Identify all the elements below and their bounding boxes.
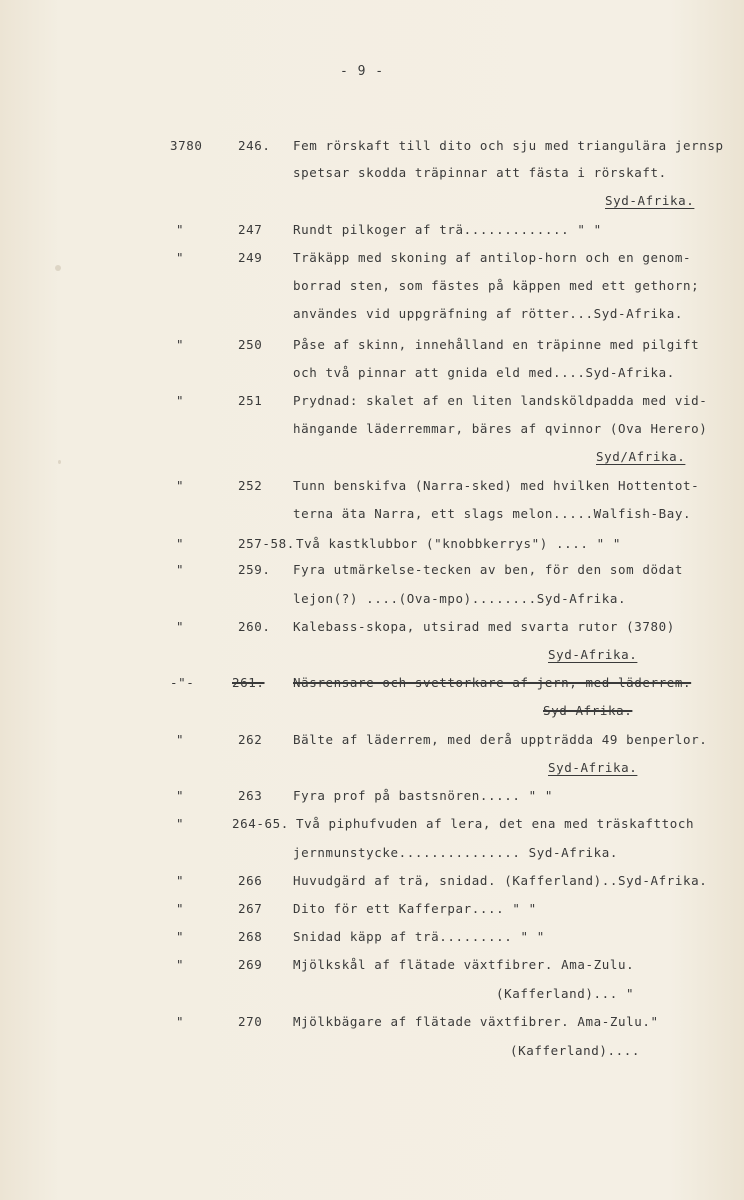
entry-number: 251 — [238, 393, 263, 408]
entry-number: 250 — [238, 337, 263, 352]
page-number: - 9 - — [340, 64, 385, 79]
entry-text: Mjölkskål af flätade växtfibrer. Ama-Zulu. — [293, 957, 635, 972]
entry-text: jernmunstycke............... Syd-Afrika. — [293, 845, 619, 860]
entry-text: Fem rörskaft till dito och sju med triangulära jernsp — [293, 138, 724, 153]
ditto-mark: " — [176, 788, 185, 803]
entry-text: lejon(?) ....(Ova-mpo)........Syd-Afrika. — [293, 591, 627, 606]
entry-text: Rundt pilkoger af trä............. " " — [293, 222, 602, 237]
entry-text: Dito för ett Kafferpar.... " " — [293, 901, 537, 916]
ditto-mark: " — [176, 929, 185, 944]
entry-text: Träkäpp med skoning af antilop-horn och en genom- — [293, 250, 692, 265]
entry-text: och två pinnar att gnida eld med....Syd-Afrika. — [293, 365, 675, 380]
ditto-mark: " — [176, 250, 185, 265]
ditto-mark: " — [176, 337, 185, 352]
entry-text: terna äta Narra, ett slags melon.....Walfish-Bay. — [293, 506, 692, 521]
entry-text: Snidad käpp af trä......... " " — [293, 929, 545, 944]
entry-number: 260. — [238, 619, 271, 634]
ditto-mark: " — [176, 901, 185, 916]
ditto-mark: " — [176, 619, 185, 634]
entry-text: Bälte af läderrem, med derå uppträdda 49 benperlor. — [293, 732, 708, 747]
entry-text: spetsar skodda träpinnar att fästa i rörskaft. — [293, 165, 667, 180]
entry-number: 259. — [238, 562, 271, 577]
ditto-mark: " — [176, 478, 185, 493]
entry-text: Kalebass-skopa, utsirad med svarta rutor (3780) — [293, 619, 675, 634]
entry-number: 261. — [232, 675, 265, 690]
entry-text: Näsrensare och svettorkare af jern, med läderrem. — [293, 675, 692, 690]
ditto-mark: " — [176, 816, 185, 831]
entry-number: 262 — [238, 732, 263, 747]
entry-text: Fyra prof på bastsnören..... " " — [293, 788, 554, 803]
entry-number: 246. — [238, 138, 271, 153]
ditto-mark: " — [176, 873, 185, 888]
entry-number: 247 — [238, 222, 263, 237]
entry-text: användes vid uppgräfning af rötter...Syd-Afrika. — [293, 306, 684, 321]
entry-place: Syd-Afrika. — [543, 703, 633, 718]
ditto-mark: " — [176, 957, 185, 972]
entry-text: Påse af skinn, innehålland en träpinne med pilgift — [293, 337, 700, 352]
ditto-mark: -"- — [170, 675, 195, 690]
entry-text: Fyra utmärkelse-tecken av ben, för den som dödat — [293, 562, 684, 577]
entry-number: 270 — [238, 1014, 263, 1029]
entry-text: Tunn benskifva (Narra-sked) med hvilken Hottentot- — [293, 478, 700, 493]
entry-text: Prydnad: skalet af en liten landsköldpadda med vid- — [293, 393, 708, 408]
entry-place: Syd-Afrika. — [548, 647, 638, 662]
entry-number: 267 — [238, 901, 263, 916]
entry-number: 249 — [238, 250, 263, 265]
entry-text: borrad sten, som fästes på käppen med ett gethorn; — [293, 278, 700, 293]
entry-text: hängande läderremmar, bäres af qvinnor (Ova Herero) — [293, 421, 708, 436]
ditto-mark: " — [176, 732, 185, 747]
entry-text: Två piphufvuden af lera, det ena med träskafttoch — [296, 816, 695, 831]
ditto-mark: " — [176, 536, 185, 551]
ditto-mark: " — [176, 1014, 185, 1029]
entry-place: Syd-Afrika. — [548, 760, 638, 775]
entry-text: Mjölkbägare af flätade växtfibrer. Ama-Zulu." — [293, 1014, 659, 1029]
entry-number: 266 — [238, 873, 263, 888]
entry-place: Syd-Afrika. — [605, 193, 695, 208]
entry-text: Huvudgärd af trä, snidad. (Kafferland)..Syd-Afrika. — [293, 873, 708, 888]
paper-speck — [55, 265, 61, 271]
ditto-mark: " — [176, 562, 185, 577]
entry-text: Två kastklubbor ("knobbkerrys") .... " " — [296, 536, 622, 551]
entry-number: 263 — [238, 788, 263, 803]
ditto-mark: " — [176, 222, 185, 237]
ditto-mark: " — [176, 393, 185, 408]
entry-number: 269 — [238, 957, 263, 972]
entry-text: (Kafferland)... " — [496, 986, 635, 1001]
catalog-no: 3780 — [170, 138, 203, 153]
entry-text: (Kafferland).... — [510, 1043, 641, 1058]
paper-speck — [58, 460, 61, 464]
entry-number: 264-65. — [232, 816, 289, 831]
entry-number: 252 — [238, 478, 263, 493]
entry-number: 268 — [238, 929, 263, 944]
entry-number: 257-58. — [238, 536, 295, 551]
entry-place: Syd/Afrika. — [596, 449, 686, 464]
